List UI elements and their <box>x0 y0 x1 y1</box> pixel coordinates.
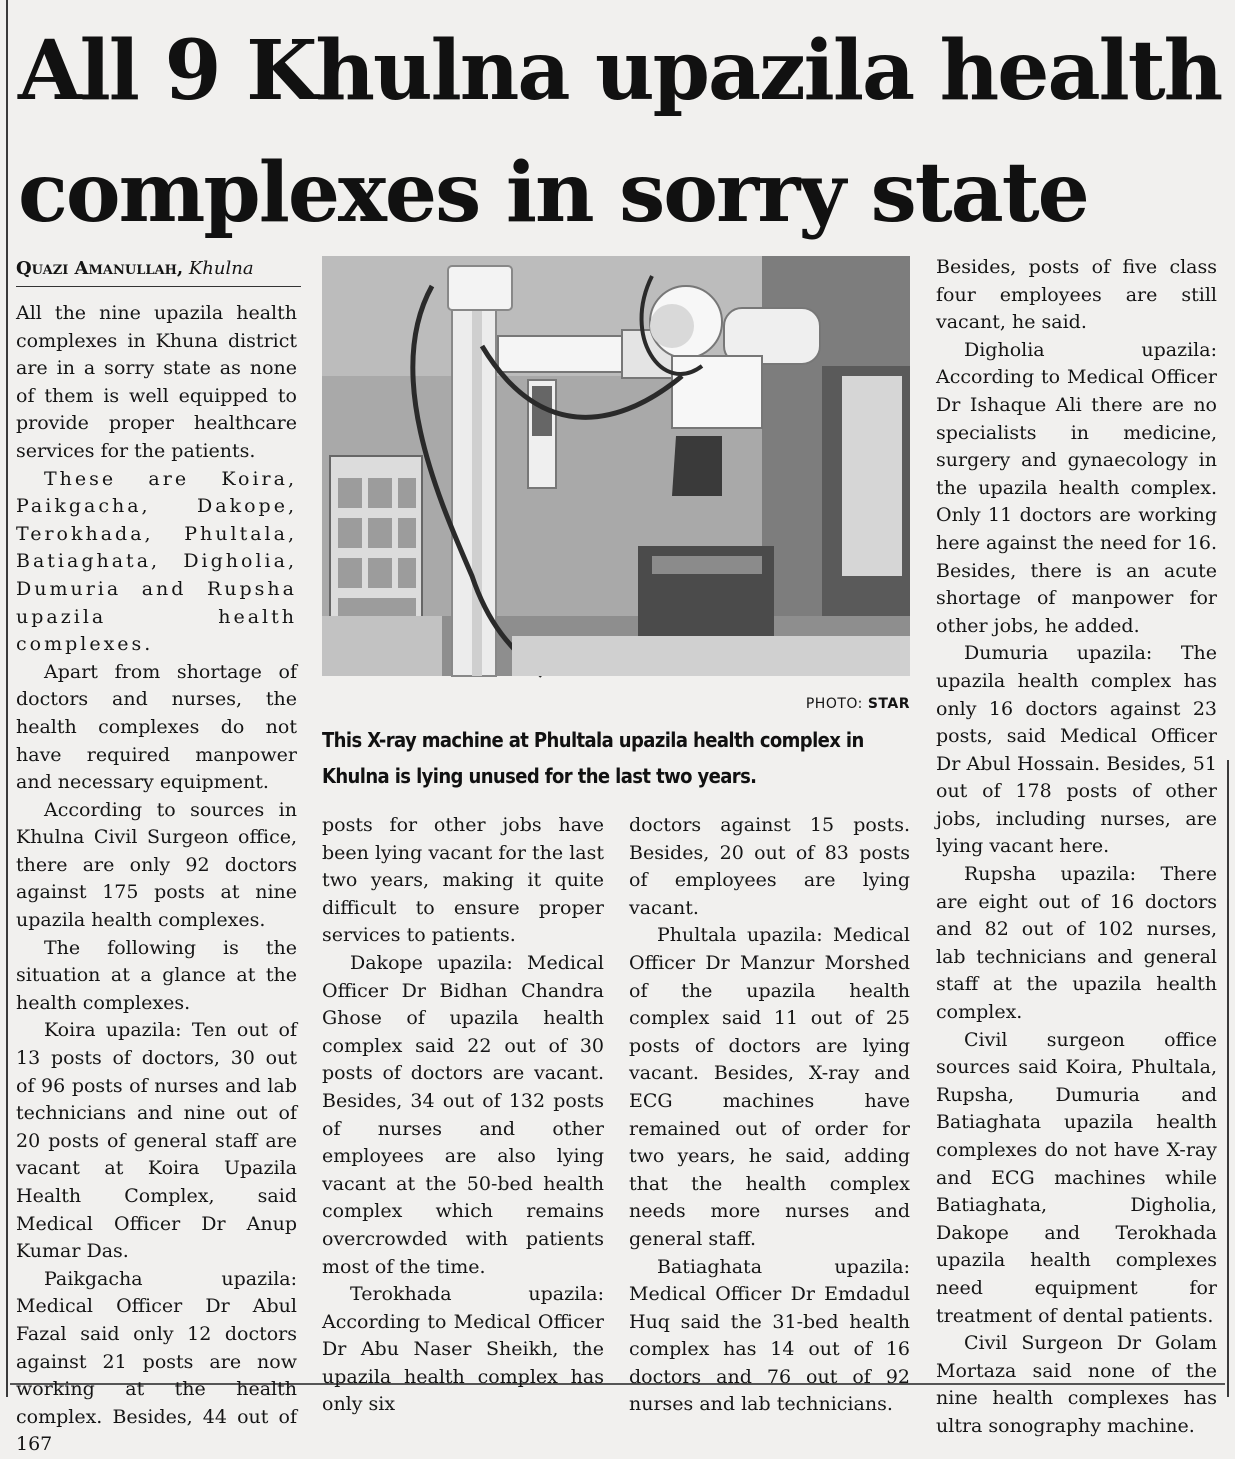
paragraph: According to sources in Khulna Civil Surgeon office, there are only 92 doctors against 175 posts at nine upazila health complexes. <box>16 798 297 932</box>
paragraph: Besides, posts of five class four employees are still vacant, he said. <box>936 256 1217 334</box>
paragraph: doctors against 15 posts. Besides, 20 out of 83 posts of employees are lying vacant. <box>629 814 910 919</box>
paragraph: Civil surgeon office sources said Koira, Phultala, Rupsha, Dumuria and Batiaghata upazila health complexes do not have X-ray and ECG machines while Batiaghata, Digholia, Dakope and Terokhada upazila health complexes need equipment for treatment of dental patients. <box>936 1028 1217 1327</box>
paragraph: Batiaghata upazila: Medical Officer Dr Emdadul Huq said the 31-bed health complex has 14 out of 16 doctors and 76 out of 92 nurses and lab technicians. <box>629 1255 910 1416</box>
paragraph: The following is the situation at a glance at the health complexes. <box>16 936 297 1014</box>
xray-room-illustration <box>322 256 910 676</box>
paragraph: Paikgacha upazila: Medical Officer Dr Abul Fazal said only 12 doctors against 21 posts are now working at the health complex. Besides, 44 out of 167 <box>16 1267 297 1456</box>
photo-credit <box>322 696 910 712</box>
paragraph: Apart from shortage of doctors and nurses, the health complexes do not have required manpower and necessary equipment. <box>16 660 297 794</box>
photo-credit-source: STAR <box>867 696 910 712</box>
paragraph: Civil Surgeon Dr Golam Mortaza said none of the nine health complexes has ultra sonography machine. <box>936 1332 1217 1437</box>
paragraph: All the nine upazila health complexes in Khuna district are in a sorry state as none of them is well equipped to provide proper healthcare services for the patients. <box>16 302 297 462</box>
article-column-4 <box>936 254 1217 1437</box>
news-photo-xray-machine <box>322 256 910 676</box>
paragraph: Dakope upazila: Medical Officer Dr Bidhan Chandra Ghose of upazila health complex said 22 out of 30 posts of doctors are vacant. Besides, 34 out of 132 posts of nurses and other employees are also lying vacant at the 50-bed health complex which remains overcrowded with patients most of the time. <box>322 951 604 1278</box>
paragraph: Koira upazila: Ten out of 13 posts of doctors, 30 out of 96 posts of nurses and lab technicians and nine out of 20 posts of general staff are vacant at Koira Upazila Health Complex, said Medical Officer Dr Anup Kumar Das. <box>16 1019 297 1263</box>
paragraph: Rupsha upazila: There are eight out of 16 doctors and 82 out of 102 nurses, lab technicians and general staff at the upazila health complex. <box>936 863 1217 1024</box>
headline: All 9 Khulna upazila health complexes in sorry state <box>18 23 1222 241</box>
left-column-rule <box>6 0 8 1397</box>
article-column-2 <box>322 812 604 1416</box>
paragraph: These are Koira, Paikgacha, Dakope, Terokhada, Phultala, Batiaghata, Digholia, Dumuria and Rupsha upazila health complexes. <box>16 467 297 656</box>
paragraph: Phultala upazila: Medical Officer Dr Manzur Morshed of the upazila health complex said 11 out of 25 posts of doctors are lying vacant. Besides, X-ray and ECG machines have remained out of order for two years, he said, adding that the health complex needs more nurses and general staff. <box>629 924 910 1250</box>
right-column-rule <box>1227 760 1229 1397</box>
paragraph: posts for other jobs have been lying vacant for the last two years, making it quite difficult to ensure proper services to patients. <box>322 814 604 947</box>
article-column-3 <box>629 812 910 1416</box>
byline <box>16 256 301 287</box>
article-column-1 <box>16 300 297 1456</box>
byline-location: Khulna <box>188 258 254 279</box>
photo-caption: This X-ray machine at Phultala upazila health complex in Khulna is lying unused for the last two years. <box>322 728 864 788</box>
byline-author: Quazi Amanullah, <box>16 258 184 279</box>
paragraph: Dumuria upazila: The upazila health complex has only 16 doctors against 23 posts, said Medical Officer Dr Abul Hossain. Besides, 51 out of 178 posts of other jobs, including nurses, are lying vacant here. <box>936 642 1217 858</box>
paragraph: Digholia upazila: According to Medical Officer Dr Ishaque Ali there are no specialists in medicine, surgery and gynaecology in the upazila health complex. Only 11 doctors are working here against the need for 16. Besides, there is an acute shortage of manpower for other jobs, he added. <box>936 338 1217 637</box>
paragraph: Terokhada upazila: According to Medical Officer Dr Abu Naser Sheikh, the upazila health complex has only six <box>322 1283 604 1416</box>
photo-credit-prefix: PHOTO: <box>805 696 863 712</box>
